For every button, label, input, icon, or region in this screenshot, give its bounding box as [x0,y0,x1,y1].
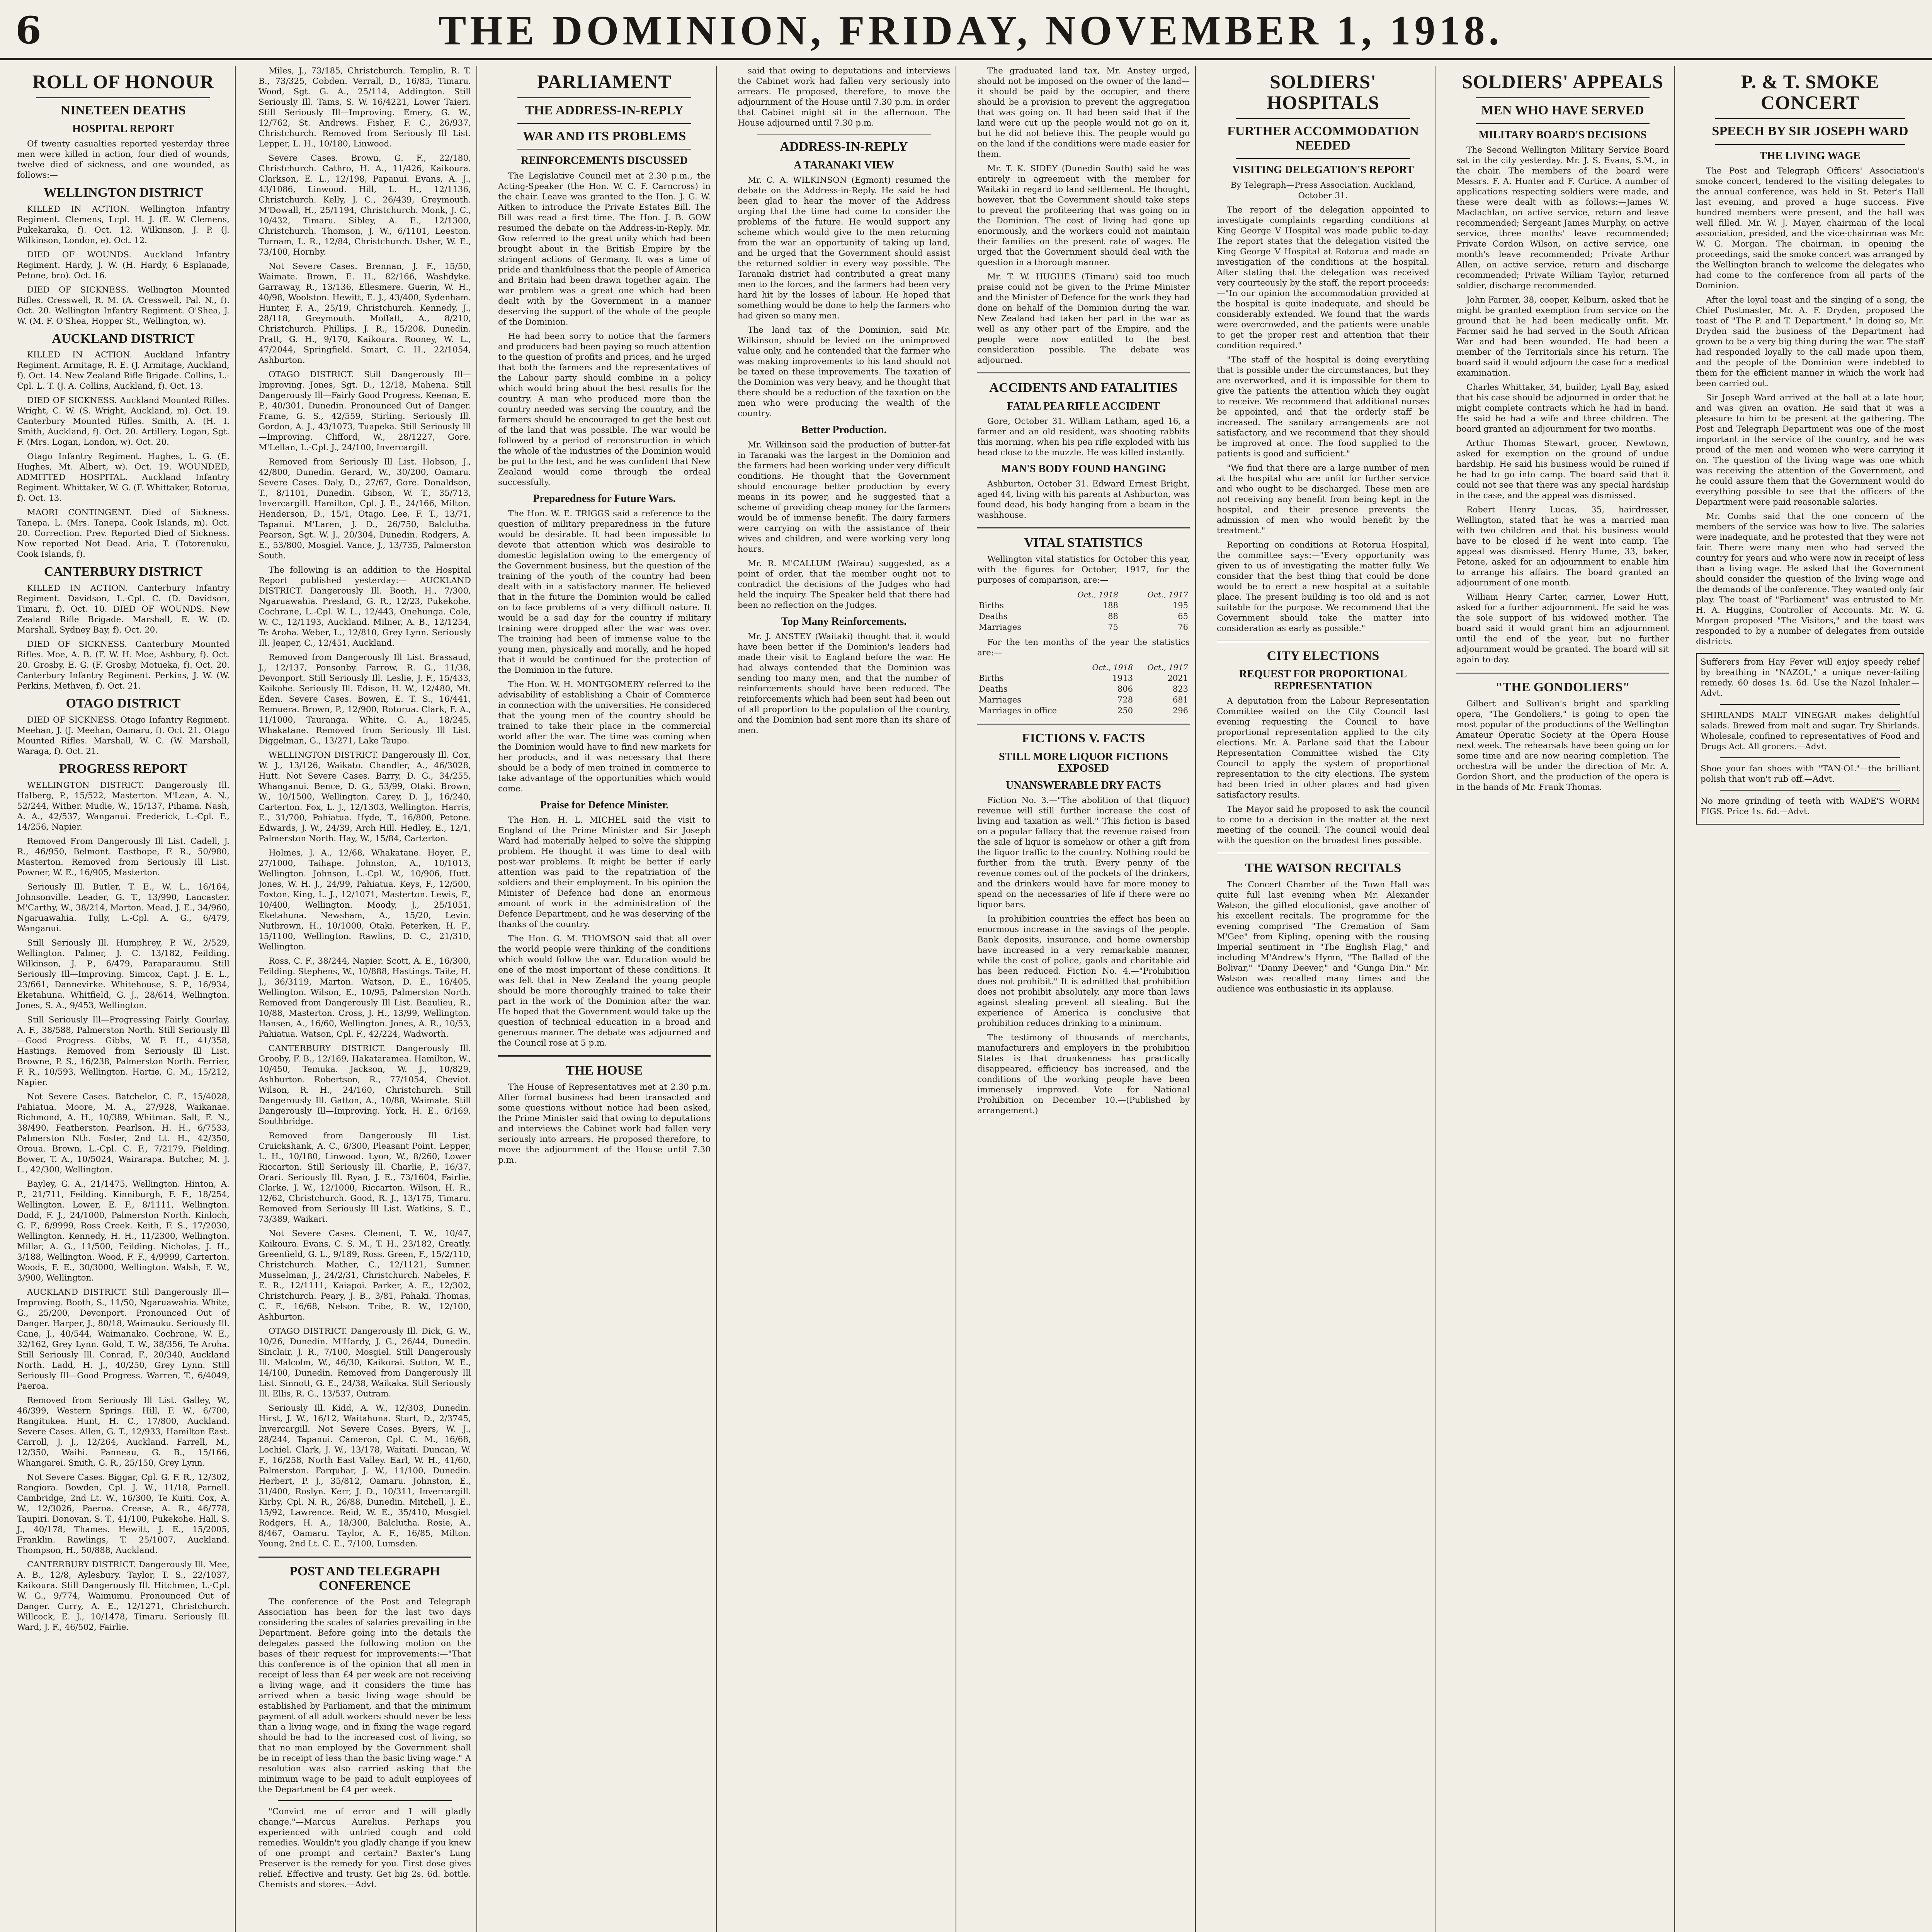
article-body: Mr. J. ANSTEY (Waitaki) thought that it would have been better if the Dominion's leaders had made their visit to England before the war. He had always contended that the Dominion was sending too many men, and that the number of reinforcements should have been reduced. The reinforcements which had been sent had been out of all proportion to the population of the country, and the Dominion had sent more than its share of men. [738,632,950,736]
article-body: In prohibition countries the effect has been an enormous increase in the savings of the people. Bank deposits, insurance, and home ownership have increased in a very remarkable manner, while the cost of police, gaols and charitable aid has been reduced. Fiction No. 4.—"Prohibition does not prohibit." It is admitted that prohibition does not prohibit absolutely, any more than laws against stealing prevent all stealing. But the experience of America is conclusive that prohibition reduces drinking to a minimum. [977,914,1190,1029]
article-body: Sir Joseph Ward arrived at the hall at a late hour, and was given an ovation. He said that it was a pleasure to him to be present at the gathering. The Post and Telegraph Department was one of the most important in the service of the country, and he was proud of the men and women who were carrying it on. The question of the living wage was one which was receiving the attention of the Government, and he could assure them that the Government would do everything possible to see that the officers of the Department were paid reasonable salaries. [1696,393,1924,507]
article-body: The testimony of thousands of merchants, manufacturers and employers in the prohibition States is that drunkenness has practically disappeared, efficiency has increased, and the conditions of the working people have been immensely improved. Vote for National Prohibition on December 10.—(Published by arrangement.) [977,1033,1190,1116]
column-address-in-reply [732,66,956,1932]
table-cell: 65 [1178,611,1188,621]
progress-list: The following is an addition to the Hospital Report published yesterday:— AUCKLAND DISTRICT. Dangerously Ill. Booth, H., 7/300, Ngaruawahia. Presland, G. R., 12/23, Pukekohe. Cochrane, L.-Cpl. W. L., 12/443, Onehunga. Cole, W. C., 12/1193, Auckland. Milner, A. B., 12/1254, Te Aroha. Weber, L., 12/810, Grey Lynn. Seriously Ill. Jeaper, C., 12/451, Auckland. [259,565,471,648]
subhead-proportional: REQUEST FOR PROPORTIONAL REPRESENTATION [1239,668,1407,692]
column-roll-of-honour [12,66,236,1932]
dateline: By Telegraph—Press Association. Auckland, October 31. [1230,180,1416,201]
subhead-board-decisions: MILITARY BOARD'S DECISIONS [1478,129,1647,141]
progress-list: Severe Cases. Brown, G. F., 22/180, Christchurch. Cathro, H. A., 11/426, Kaikoura. Clarkson, E. L., 12/198, Papanui. Evans, A. J., 43/1086, Linwood. Hill, L. H., 12/1136, Christchurch. Kelly, J. C., 26/439, Greymouth. M'Dowall, H., 25/1194, Christchurch. Monk, J. C., 10/432, Timaru. Sibley, A. E., 12/1300, Christchurch. Thomson, J. W., 6/1101, Leeston. Turnam, L. R., 12/84, Christchurch. Usher, W. E., 73/100, Hornby. [259,153,471,257]
table-cell: 681 [1172,695,1188,704]
progress-report-heading: PROGRESS REPORT [59,761,188,776]
article-body: "We find that there are a large number of men at the hospital who are unfit for further service and who ought to be discharged. These men are not receiving any benefit from being kept in the hospital, and their presence prevents the admission of men who would benefit by the treatment." [1217,463,1429,536]
table-cell: 250 [1117,706,1133,715]
casualty-list: DIED OF SICKNESS. Canterbury Mounted Rifles. Moe, A. B. (F. W. H. Moe, Ashbury, f). Oct. 20. Grosby, E. G. (F. Grosby, Motueka, f). Oct. 20. Canterbury Infantry Regiment. Perkins, J. W. (W. Perkins, Methven, f). Oct. 21. [17,639,230,691]
headline-soldiers-hospitals: SOLDIERS' HOSPITALS [1267,71,1379,113]
column-header: Oct., 1918 [1092,662,1133,672]
article-body: The Hon. G. M. THOMSON said that all over the world people were thinking of the conditions which would follow the war. Education would be one of the most important of these conditions. It was felt that in New Zealand the young people should be more thoroughly trained to take their part in the work of the Dominion after the war. He hoped that the Government would take up the question of technical education in a broad and generous manner. The debate was adjourned and the Council rose at 5 p.m. [498,934,711,1048]
progress-list: Removed From Dangerously Ill List. Cadell, J. R., 46/950, Belmont. Eastbope, F. R., 50/980, Masterton. Removed from Seriously Ill List. Powner, W. E., 16/905, Masterton. [17,836,230,878]
advertisement: No more grinding of teeth with WADE'S WORM FIGS. Price 1s. 6d.—Advt. [1701,796,1920,816]
article-body: The conference of the Post and Telegraph Association has been for the last two days considering the scales of salaries prevailing in the Department. Before going into the details the delegates passed the following motion on the bases of their request for improvements:—"That this conference is of the opinion that all men in receipt of less than £4 per week are not receiving a living wage, and it considers the time has arrived when a basic living wage should be established by Parliament, and that the minimum payment of all adult workers should never be less than a living wage, and in fixing the wage regard should be had to the increased cost of living, so that no man employed by the Government shall be in receipt of less than the basic living wage." A resolution was also carried asking that the minimum wage to be paid to adult employees of the Department be £4 per week. [259,1597,471,1795]
article-body: Fiction No. 3.—"The abolition of that (liquor) revenue will still further increase the cost of living and taxation as well." This fiction is based on a popular fallacy that the revenue raised from the sale of liquor is somehow or other a gift from the liquor traffic to the country. Nothing could be further from the truth. Every penny of the revenue comes out of the pockets of the drinkers, and the drinkers would have far more money to spend on the necessaries of life if there were no liquor bars. [977,796,1190,910]
divider [977,527,1190,529]
article-body: A deputation from the Labour Representation Committee waited on the City Council last evening requesting the Council to have proportional representation applied to the city elections. Mr. A. Parlane said that the Labour Representation Committee wished the City Council to apply the system of proportional representation to the city elections. The system had been tried in other places and had given satisfactory results. [1217,696,1429,800]
headline-city-elections: CITY ELECTIONS [1267,648,1379,663]
divider [259,1556,471,1558]
article-body: Wellington vital statistics for October this year, with the figures for October, 1917, for the purposes of comparison, are:— [977,554,1190,585]
headline-gondoliers: "THE GONDOLIERS" [1495,680,1630,694]
headline-watson-recitals: THE WATSON RECITALS [1245,861,1401,875]
divider [498,1055,711,1057]
progress-list: CANTERBURY DISTRICT. Dangerously Ill. Mee, A. B., 12/8, Aylesbury. Taylor, T. S., 22/1037, Kaikoura. Still Dangerously Ill. Hitchmen, L.-Cpl. W. G., 9/774, Waimumu. Pronounced Out of Danger. Curry, A. E., 12/1271, Christchurch. Willcock, E. J., 10/1478, Timaru. Seriously Ill. Ward, J. F., 46/502, Fairlie. [17,1560,230,1632]
article-body: said that owing to deputations and interviews the Cabinet work had fallen very seriously into arrears. He proposed, therefore, to move the adjournment of the House until 7.30 p.m. in order that Cabinet might sit in the afternoon. The House adjourned until 7.30 p.m. [738,66,950,128]
progress-list: Bayley, G. A., 21/1475, Wellington. Hinton, A. P., 21/711, Feilding. Kinniburgh, F. F., 18/254, Wellington. Lower, E. F., 8/1111, Wellington. Dodd, F. J., 24/1000, Palmerston North. Kinloch, G. F., 6/9999, Ross Creek. Keith, F. S., 17/2030, Wellington. Kennedy, H. H., 11/2300, Wellington. Millar, A. G., 11/500, Feilding. Nicholas, J. H., 3/188, Wellington. Wood, F. F., 4/9999, Carterton. Woods, F. E., 30/3000, Wellington. Walsh, F. W., 3/900, Wellington. [17,1179,230,1283]
progress-list: Ross, C. F., 38/244, Napier. Scott, A. E., 16/300, Feilding. Stephens, W., 10/888, Hastings. Taite, H. J., 36/3119, Marton. Watson, D. E., 16/405, Wellington. Wilson, E., 10/95, Palmerston North. Removed from Dangerously Ill List. Beaulieu, R., 10/88, Masterton. Cross, J. H., 13/99, Wellington. Hansen, A., 16/60, Wellington. Jones, A. R., 10/53, Pahiatua. Watson, Cpl. F., 42/224, Wadworth. [259,956,471,1039]
column-accidents-statistics [972,66,1196,1932]
masthead [0,0,1932,60]
table-cell: 728 [1117,695,1133,704]
article-body: John Farmer, 38, cooper, Kelburn, asked that he might be granted exemption from service on the ground that he had been medically unfit. Mr. Farmer said he had served in the South African War and had been wounded. He had been a member of the Territorials since his return. The board said it would adjourn the case for a medical examination. [1456,295,1669,378]
article-body: Gore, October 31. William Latham, aged 16, a farmer and an old resident, was shooting rabbits this morning, when his pea rifle exploded with his head close to the muzzle. He was killed instantly. [977,416,1190,457]
progress-list: Seriously Ill. Kidd, A. W., 12/303, Dunedin. Hirst, J. W., 16/12, Waitahuna. Sturt, D., 2/3745, Invercargill. Not Severe Cases. Byers, W. J., 28/244, Tapanui. Cameron, Cpl. C. M., 16/68, Lochiel. Clark, J. W., 13/178, Waitati. Duncan, W. F., 16/258, North East Valley. Earl, W. H., 41/60, Palmerston. Farquhar, J. W., 11/100, Dunedin. Herbert, P. J., 35/812, Oamaru. Johnston, E., 31/400, Roslyn. Kerr, J. D., 10/311, Invercargill. Kirby, Cpl. N. R., 26/88, Dunedin. Mitchell, J. E., 15/92, Lawrence. Reid, W. E., 35/410, Mosgiel. Rodgers, H. A., 18/300, Balclutha. Rosie, A., 8/467, Oamaru. Taylor, A. F., 16/85, Milton. Young, 2nd Lt. C. E., 7/100, Lumsden. [259,1403,471,1549]
headline-fictions-facts: FICTIONS V. FACTS [1022,731,1145,745]
table-row [977,705,1190,716]
table-cell: 2021 [1167,673,1188,683]
article-body: The land tax of the Dominion, said Mr. Wilkinson, should be levied on the unimproved value only, and he contended that the farmer who was making improvements to his land should not be taxed on these improvements. The taxation of the Dominion was very heavy, and he thought that there should be a reduction of the taxation on the men who were producing the wealth of the country. [738,325,950,418]
progress-list: Not Severe Cases. Biggar, Cpl. G. F. R., 12/302, Rangiora. Bowden, Cpl. J. W., 11/18, Parnell. Cambridge, 2nd Lt. W., 16/300, Te Kuiti. Cox, A. W., 12/3026, Paeroa. Crease, A. R., 46/778, Taupiri. Donovan, S. T., 41/100, Pukekohe. Hall, S. J., 40/178, Thames. Hewitt, J. E., 15/2005, Franklin. Rawlings, T. 25/1007, Auckland. Thompson, H., 50/888, Auckland. [17,1472,230,1555]
article-body: The Second Wellington Military Service Board sat in the city yesterday. Mr. J. S. Evans, S.M., in the chair. The members of the board were Messrs. F. A. Hunter and F. Curtice. A number of applications respecting soldiers were made, and these were dealt with as follows:—James W. Maclachlan, on active service, return and leave recommended; Sergeant James Murphy, on active service, three months' leave recommended; Private Cordon Wilson, on active service, one month's leave recommended; Private Arthur Allen, on active service, return and discharge recommended; Private William Taylor, returned soldier, discharge recommended. [1456,145,1669,291]
divider [1720,790,1900,791]
article-body: After the loyal toast and the singing of a song, the Chief Postmaster, Mr. A. F. Dryden, proposed the toast of "The P. and T. Department." In doing so, Mr. Dryden said the business of the Department had grown to be a very big thing during the war. The staff had responded loyally to the call made upon them, and the people of the Dominion were indebted to them for the efficient manner in which the work had been carried out. [1696,295,1924,388]
headline-parliament: PARLIAMENT [537,71,672,92]
section-heading: Preparedness for Future Wars. [533,492,676,505]
subhead-body-found: MAN'S BODY FOUND HANGING [1001,463,1166,475]
row-label: Marriages [979,622,1021,632]
divider [517,97,691,98]
casualty-list: KILLED IN ACTION. Canterbury Infantry Regiment. Davidson, L.-Cpl. C. (D. Davidson, Timaru, f). Oct. 10. DIED OF WOUNDS. New Zealand Rifle Brigade. Marshall, E. W. (D. Marshall, Sydney Bay, f). Oct. 20. [17,583,230,635]
progress-list: Removed from Dangerously Ill List. Brassaud, J., 12/137, Ponsonby. Farrow, R. G., 11/38, Devonport. Still Seriously Ill. Leslie, J. F., 15/433, Kaikohe. Seriously Ill. Edison, H. W., 12/480, Mt. Eden. Severe Cases. Bowen, E. T. S., 16/441, Remuera. Brown, P., 12/900, Rotorua. Clark, F. A., 11/1000, Tauranga. White, G. A., 18/245, Whakatane. Removed from Seriously Ill List. Diggelman, G., 13/271, Lake Taupo. [259,653,471,746]
headline-address-in-reply: ADDRESS-IN-REPLY [780,139,908,154]
page-number: 6 [15,9,41,52]
progress-list: OTAGO DISTRICT. Dangerously Ill. Dick, G. W., 10/26, Dunedin. M'Hardy, J. G., 26/44, Dunedin. Sinclair, J. R., 7/100, Mosgiel. Still Dangerously Ill. Malcolm, W., 46/30, Kaikorai. Sutton, W. E., 14/100, Dunedin. Removed from Dangerously Ill List. Sinnott, G. E., 24/38, Waikaka. Still Seriously Ill. Ellis, R. G., 13/537, Outram. [259,1327,471,1399]
casualty-list: KILLED IN ACTION. Auckland Infantry Regiment. Armitage, R. E. (J. Armitage, Auckland, f). Oct. 14. New Zealand Rifle Brigade. Collins, L.-Cpl. L. T. (J. A. Collins, Auckland, f). Oct. 13. [17,350,230,391]
table-cell: 88 [1108,611,1118,621]
progress-list: WELLINGTON DISTRICT. Dangerously Ill. Halberg, P., 15/522, Masterton. M'Lean, A. N., 52/244, Wither. Mudie, W., 15/137, Pihama. Nash, A. A., 42/537, Wanganui. Frederick, L.-Cpl. F., 14/256, Napier. [17,780,230,832]
table-cell: 188 [1102,600,1118,610]
table-cell: 195 [1172,600,1188,610]
article-body: Mr. C. A. WILKINSON (Egmont) resumed the debate on the Address-in-Reply. He said he had been glad to hear the mover of the Address urging that the time had come to consider the problems of the future. He would support any scheme which would give to the men returning from the war an opportunity of taking up land, and he urged that the Government should assist the returned soldier in every way possible. The Taranaki district had contributed a great many men to the forces, and the farmers had been very hard hit by the losses of labour. He hoped that something would be done to help the farmers who had given so many men. [738,175,950,321]
divider [1715,118,1905,119]
progress-list: Not Severe Cases. Brennan, J. F., 15/50, Waimate. Brown, E. H., 82/166, Washdyke. Garraway, R., 13/136, Ellesmere. Guerin, W. H., 40/98, Woolston. Hewitt, E. J., 43/400, Sydenham. Hunter, F. A., 25/19, Christchurch. Kennedy, J., 28/118, Greymouth. Moffatt, A., 8/210, Christchurch. Phillips, J. R., 15/208, Dunedin. Pratt, G. H., 9/170, Kaikoura. Rooney, W. L., 47/2044, Springfield. Smart, C. H., 22/1054, Ashburton. [259,262,471,365]
progress-list: OTAGO DISTRICT. Still Dangerously Ill—Improving. Jones, Sgt. D., 12/18, Mahena. Still Dangerously Ill—Fairly Good Progress. Keenan, E. P., 40/301, Dunedin. Pronounced Out of Danger. Frame, G. S., 42/559, Stirling. Seriously Ill. Gordon, A. J., 43/1073, Tuapeka. Still Seriously Ill—Improving. Clifford, W., 28/1227, Gore. M'Lellan, L.-Cpl. J., 24/100, Invercargill. [259,370,471,452]
advertisement: SHIRLANDS MALT VINEGAR makes delightful salads. Brewed from malt and sugar. Try Shirlands. Wholesale, confined to representatives of Food and Drugs Act. All grocers.—Advt. [1701,710,1920,752]
divider [977,372,1190,374]
article-body: The graduated land tax, Mr. Anstey urged, should not be imposed on the owner of the land—it should be paid by the occupier, and there should be a provision to prevent the aggregation that was going on. It had been said that if the land were cut up the people would not go on it, but he did not believe this. The people would go on the land if the conditions were made easier for them. [977,66,1190,159]
table-cell: 823 [1172,684,1188,694]
columns [12,66,1930,1932]
subhead-accommodation: FURTHER ACCOMMODATION NEEDED [1227,124,1419,153]
advertisement-box [1696,653,1924,825]
headline-the-house: THE HOUSE [566,1063,643,1078]
district-heading: WELLINGTON DISTRICT [43,185,203,200]
advertisement: Shoe your fan shoes with "TAN-OL"—the brilliant polish that won't rub off.—Advt. [1701,764,1920,784]
row-label: Births [979,673,1004,683]
progress-list: CANTERBURY DISTRICT. Dangerously Ill. Grooby, F. B., 12/169, Hakataramea. Hamilton, W., 10/450, Temuka. Jackson, W. J., 10/829, Ashburton. Robertson, R., 77/1054, Cheviot. Wilson, R. H., 24/160, Christchurch. Still Dangerously Ill. Gatton, A., 10/88, Waimate. Still Dangerously Ill—Improving. York, H. E., 6/169, Southbridge. [259,1044,471,1126]
column-soldiers-hospitals [1211,66,1435,1932]
column-soldiers-appeals [1451,66,1675,1932]
district-heading: AUCKLAND DISTRICT [52,331,195,346]
headline-post-telegraph: POST AND TELEGRAPH CONFERENCE [289,1564,440,1593]
progress-list: Removed from Seriously Ill List. Galley, W., 46/399, Western Springs. Hill, F. W., 6/700, Rangitukea. Hunt, H. C., 17/800, Auckland. Severe Cases. Allen, G. T., 12/933, Hamilton East. Carroll, J. J., 12/264, Auckland. Farrell, M., 12/350, Waihi. Panneau, G. B., 15/166, Whangarei. Smith, G. R., 25/150, Grey Lynn. [17,1395,230,1468]
subhead-sir-joseph-ward: SPEECH BY SIR JOSEPH WARD [1712,124,1908,138]
casualty-list: DIED OF WOUNDS. Auckland Infantry Regiment. Hardy, J. W. (H. Hardy, 6 Esplanade, Petone, bro). Oct. 16. [17,250,230,281]
subhead-nineteen-deaths: NINETEEN DEATHS [61,103,186,117]
divider [517,149,691,150]
progress-list: Still Seriously Ill. Humphrey, P. W., 2/529, Wellington. Palmer, J. C. 13/182, Feilding. Wilkinson, J. P., 6/479, Paraparaumu. Still Seriously Ill—Improving. Simcox, Capt. J. E. L., 23/661, Dannevirke. Whitehouse, S. P., 16/934, Eketahuna. Whitfield, G. J., 28/614, Wellington. Jones, S. A., 9/453, Wellington. [17,938,230,1010]
divider [1236,158,1410,159]
progress-list: AUCKLAND DISTRICT. Still Dangerously Ill—Improving. Booth, S., 11/50, Ngaruawahia. White, G., 25/200, Devonport. Pronounced Out of Danger. Harper, J., 80/18, Waimauku. Seriously Ill. Cane, J., 40/544, Waimanako. Cochrane, W. E., 32/162, Grey Lynn. Gold, T. W., 38/356, Te Aroha. Still Seriously Ill. Conrad, F., 20/340, Auckland North. Ladd, H. J., 40/250, Grey Lynn. Still Seriously Ill—Good Progress. Warren, T., 6/4049, Paeroa. [17,1287,230,1391]
subhead-address-in-reply: THE ADDRESS-IN-REPLY [525,103,684,117]
subhead-taranaki-view: A TARANAKI VIEW [794,159,894,171]
article-body: Mr. T. K. SIDEY (Dunedin South) said he was entirely in agreement with the member for Waitaki in regard to land settlement. He thought, however, that the Government should take steps to prevent the profiteering that was going on in the Dominion. The cost of living had gone up enormously, and the workers could not maintain their families on the present rate of wages. He urged that the Government should deal with the question in a thorough manner. [977,164,1190,267]
section-heading: Better Production. [801,423,887,436]
article-body: Mr. Combs said that the one concern of the members of the service was how to live. The salaries were inadequate, and he protested that they were not fair. There were many men who had served the country for years and who were now in receipt of less than a living wage. He asked that the Government should consider the question of the living wage and the demands of the conference. They wanted only fair play. The toast of "Parliament" was entrusted to Mr. H. A. Huggins, Controller of Accounts. Mr. W. G. Morgan proposed "The Visitors," and the toast was responded to by a number of delegates from outside districts. [1696,511,1924,646]
column-header: Oct., 1917 [1147,662,1188,672]
progress-list: Holmes, J. A., 12/68, Whakatane. Hoyer, F., 27/1000, Taihape. Johnston, A., 10/1013, Wellington. Johnson, L.-Cpl. W., 10/906, Hutt. Jones, W. H. J., 24/99, Pahiatua. Keys, F., 12/500, Foxton. King, L. J., 12/1071, Masterton. Lewis, F., 10/400, Wellington. Moody, J., 25/1051, Eketahuna. Newsham, A., 15/20, Levin. Nutbrown, H., 10/1000, Otaki. Peterken, H. F., 15/1100, Wellington. Rawlins, D. C., 21/310, Wellington. [259,848,471,952]
article-body: Mr. T. W. HUGHES (Timaru) said too much praise could not be given to the Prime Minister and the Minister of Defence for the work they had done on behalf of the Dominion during the war. New Zealand had taken her part in the war as well as any other part of the Empire, and the people were now entitled to the best consideration possible. The debate was adjourned. [977,272,1190,365]
table-cell: 296 [1172,706,1188,715]
headline-smoke-concert: P. & T. SMOKE CONCERT [1741,71,1879,113]
row-label: Deaths [979,611,1008,621]
casualty-list: Otago Infantry Regiment. Hughes, L. G. (E. Hughes, Mt. Albert, w). Oct. 19. WOUNDED, ADMITTED HOSPITAL. Auckland Infantry Regiment. Whittaker, W. G. (F. Whittaker, Rotorua, f). Oct. 13. [17,452,230,503]
column-header: Oct., 1918 [1077,590,1118,599]
divider [1217,853,1429,854]
article-body: The Post and Telegraph Officers' Association's smoke concert, tendered to the visiting delegates to the annual conference, was held in St. Peter's Hall last evening, and proved a huge success. Five hundred members were present, and the hall was well filled. Mr. W. J. Mayer, chairman of the local association, presided, and the vice-chairman was Mr. W. G. Morgan. The chairman, in opening the proceedings, said the smoke concert was arranged by the Wellington branch to welcome the delegates who had come to the conference from all parts of the Dominion. [1696,166,1924,291]
table-row [977,684,1190,694]
divider [1720,704,1900,705]
article-body: For the ten months of the year the statistics are:— [977,637,1190,658]
statistics-table-october [977,589,1190,633]
advertisement: "Convict me of error and I will gladly change."—Marcus Aurelius. Perhaps you experienced with untried cough and cold remedies. Wouldn't you gladly change if you knew of one prompt and certain? Baxter's Lung Preserver is the remedy for you. First dose gives relief. Effective and trusty. Get big 2s. 6d. bottle. Chemists and stores.—Advt. [259,1807,471,1890]
article-body: The Hon. H. L. MICHEL said the visit to England of the Prime Minister and Sir Joseph Ward had materially helped to solve the shipping problem. He thought it was time to deal with post-war problems. It might be better if early attention was paid to the repatriation of the soldiers and their employment. In his opinion the Minister of Defence had done an enormous amount of work in the administration of the Defence Department, and he was deserving of the thanks of the country. [498,815,711,930]
article-body: Charles Whittaker, 34, builder, Lyall Bay, asked that his case should be adjourned in order that he might complete contracts which he had in hand. He said he had a wife and three children. The board granted an adjournment for two months. [1456,382,1669,434]
column-header: Oct., 1917 [1147,590,1188,599]
table-row [977,611,1190,622]
row-label: Marriages [979,695,1021,704]
article-body: The Concert Chamber of the Town Hall was quite full last evening when Mr. Alexander Watson, the gifted elocutionist, gave another of his excellent recitals. The programme for the evening comprised "The Cremation of Sam M'Gee" from Kipling, opening with the rousing Imperial sentiment in "The English Flag," and including M'Andrew's Hymn, "The Ballad of the Bolivar," "Danny Deever," and "Gunga Din." Mr. Watson was recalled many times and the audience was enthusiastic in its applause. [1217,879,1429,994]
article-body: Arthur Thomas Stewart, grocer, Newtown, asked for exemption on the ground of undue hardship. He said his business would be ruined if he had to go into camp. The board said that it could not see that there was any special hardship in the case, and the appeal was dismissed. [1456,438,1669,500]
subhead-liquor-fictions: STILL MORE LIQUOR FICTIONS EXPOSED [999,750,1168,774]
article-body: "The staff of the hospital is doing everything that is possible under the circumstances, but they are overworked, and it is impossible for them to give the patients the attention which they ought to receive. We recommend that additional nurses be appointed, and that the orderly staff be increased. The sanitary arrangements are not satisfactory, and we recommend that they should be improved at once. The food supplied to the patients is good and sufficient." [1217,355,1429,459]
progress-list: WELLINGTON DISTRICT. Dangerously Ill. Cox, W. J., 13/126, Waikato. Chandler, A., 46/3028, Hutt. Not Severe Cases. Barry, D. G., 34/255, Whanganui. Bence, D. G., 53/99, Otaki. Brown, W., 10/1500, Wellington. Carey, D. J., 16/240, Carterton. Fox, L. J., 12/1303, Wellington. Harris, E., 31/700, Pahiatua. Hyde, T., 16/800, Petone. Edwards, J. W., 24/39, Arch Hill. Hedley, E., 12/1, Palmerston North. Hay, W., 15/84, Carterton. [259,750,471,844]
casualty-list: DIED OF SICKNESS. Otago Infantry Regiment. Meehan, J. (J. Meehan, Oamaru, f). Oct. 21. Otago Mounted Rifles. Marshall, W. C. (W. Marshall, Waraga, f). Oct. 21. [17,715,230,756]
subhead-war-problems: WAR AND ITS PROBLEMS [522,129,686,143]
casualty-list: DIED OF SICKNESS. Auckland Mounted Rifles. Wright, C. W. (S. Wright, Auckland, m). Oct. 19. Canterbury Mounted Rifles. Smith, A. (H. I. Smith, Auckland, f). Oct. 20. Artillery. Logan, Sgt. F. (Mrs. Logan, London, w). Oct. 20. [17,396,230,447]
subhead-reinforcements: REINFORCEMENTS DISCUSSED [521,155,688,167]
table-cell: 75 [1108,622,1118,632]
section-heading: Praise for Defence Minister. [540,799,669,811]
progress-list: Seriously Ill. Butler, T. E., W. L., 16/164, Johnsonville. Leader, G. T., 13/990, Lancaster. M'Carthy, W., 38/214, Marton. Mead, J. E., 34/960, Ngaruawahia. Tully, L.-Cpl. A. G., 6/479, Wanganui. [17,882,230,934]
progress-list: Still Seriously Ill—Progressing Fairly. Gourlay, A. F., 38/588, Palmerston North. Still Seriously Ill—Good Progress. Gibbs, W. F. H., 41/358, Hastings. Removed from Seriously Ill List. Browne, P. S., 16/238, Palmerston North. Ferrier, F. R., 10/593, Wellington. Hartie, G. M., 15/212, Napier. [17,1015,230,1087]
progress-list: Not Severe Cases. Clement, T. W., 10/47, Kaikoura. Evans, C. S. M., T. H., 23/182, Greatly. Greenfield, G. L., 9/189, Ross. Green, F., 15/2/110, Christchurch. Mather, C., 12/1121, Sumner. Musselman, J., 24/2/31, Christchurch. Nabeles, F. E. R., 12/1111, Kaiapoi. Parker, A. E., 12/302, Christchurch. Peary, J. B., 3/81, Pahaki. Thomas, C. F., 16/68, Nelson. Tribe, R. W., 12/100, Ashburton. [259,1229,471,1322]
subhead-hospital-report: HOSPITAL REPORT [72,122,174,135]
progress-list: Removed from Dangerously Ill List. Cruickshank, A. C., 6/300, Pleasant Point. Lepper, L. H., 10/180, Linwood. Lyon, W., 8/260, Lower Riccarton. Still Seriously Ill. Charlie, P., 16/37, Orari. Seriously Ill. Ryan, J. E., 73/1604, Fairlie. Clarke, J. W., 12/1000, Riccarton. Wilson, H. R., 12/62, Christchurch. Good, R. J., 13/175, Timaru. Removed from Seriously Ill List. Watkins, S. E., 73/389, Waikari. [259,1131,471,1224]
table-cell: 1913 [1112,673,1133,683]
column-parliament [493,66,717,1932]
article-body: Mr. R. M'CALLUM (Wairau) suggested, as a point of order, that the member ought not to contradict the decisions of the Judges who had held the inquiry. The Speaker held that there had been no reflection on the Judges. [738,559,950,611]
divider [977,723,1190,724]
divider [1476,97,1650,98]
divider [36,97,210,98]
casualty-list: MAORI CONTINGENT. Died of Sickness. Tanepa, L. (Mrs. Tanepa, Cook Islands, m). Oct. 20. Correction. Prev. Reported Died of Sickness. Now reported Not Dead. Aria, T. (Totorenuku, Cook Islands, f). [17,508,230,560]
divider [517,123,691,124]
headline-vital-statistics: VITAL STATISTICS [1024,536,1143,550]
article-body: The report of the delegation appointed to investigate complaints regarding conditions at King George V Hospital was made public to-day. The report states that the delegation visited the King George V Hospital at Rotorua and made an investigation of the conditions at the hospital. After stating that the delegation was received very courteously by the staff, the report proceeds:—"In our opinion the accommodation provided at the hospital is quite inadequate, and should be considerably extended. We found that the wards were overcrowded, and the patients were unable to get the proper rest and attention that their condition required." [1217,205,1429,350]
subhead-rifle-accident: FATAL PEA RIFLE ACCIDENT [1007,400,1160,412]
subhead-living-wage: THE LIVING WAGE [1760,150,1861,162]
article-intro: Of twenty casualties reported yesterday three men were killed in action, four died of wounds, twelve died of sickness, and one wounded, as follows:— [17,139,230,180]
subhead-delegation-report: VISITING DELEGATION'S REPORT [1232,164,1414,176]
divider [278,1800,452,1801]
casualty-list: DIED OF SICKNESS. Wellington Mounted Rifles. Cresswell, R. M. (A. Cresswell, Pal. N., f). Oct. 20. Wellington Infantry Regiment. O'Shea, J. W. (M. F. O'Shea, Hopper St., Wellington, w). [17,285,230,326]
table-cell: 76 [1178,622,1188,632]
row-label: Deaths [979,684,1008,694]
article-body: He had been sorry to notice that the farmers and producers had been paying so much attention to the question of profits and prices, and he urged that both the farmers and the representatives of the Labour party should combine in a policy which would bring about the best results for the country. A man who produced more than the country needed was serving the country, and the farmers should be encouraged to get the best out of the land that was possible. The war would be followed by a period of reconstruction in which the whole of the industries of the Dominion would be put to the test, and he was confident that New Zealand would come through the ordeal successfully. [498,331,711,487]
progress-list: Miles, J., 73/185, Christchurch. Templin, R. T. B., 73/325, Cobden. Verrall, D., 16/85, Timaru. Wood, Sgt. G. A., 25/114, Addington. Still Seriously Ill. Tams, S. W. 16/4221, Lower Taieri. Still Seriously Ill—Improving. Emery, G. W., 12/762, St. Andrews. Fisher, F. C., 26/937, Christchurch. Removed from Seriously Ill List. Lepper, L. H., 10/180, Linwood. [259,66,471,149]
divider [1720,757,1900,758]
table-row [977,622,1190,633]
article-body: Robert Henry Lucas, 35, hairdresser, Wellington, stated that he was a married man with two children and that his business would have to be closed if he went into camp. The appeal was dismissed. Henry Hume, 33, baker, Petone, asked for an adjournment to enable him to arrange his affairs. The board granted an adjournment of one month. [1456,505,1669,588]
article-body: The House of Representatives met at 2.30 p.m. After formal business had been transacted and some questions without notice had been asked, the Prime Minister said that owing to deputations and interviews the Cabinet work had fallen very seriously into arrears. He proposed therefore, to move the adjournment of the House until 7.30 p.m. [498,1082,711,1165]
headline-soldiers-appeals: SOLDIERS' APPEALS [1462,71,1663,92]
article-body: Ashburton, October 31. Edward Ernest Bright, aged 44, living with his parents at Ashburton, was found dead, his body hanging from a beam in the washhouse. [977,479,1190,520]
table-row [977,600,1190,611]
subhead-men-served: MEN WHO HAVE SERVED [1481,103,1644,117]
subhead-dry-facts: UNANSWERABLE DRY FACTS [1006,779,1161,792]
advertisement: Sufferers from Hay Fever will enjoy speedy relief by breathing in "NAZOL," a unique never-failing remedy. 60 doses 1s. 6d. Use the Nazol Inhaler.—Advt. [1701,657,1920,698]
district-heading: CANTERBURY DISTRICT [44,565,203,579]
article-body: Gilbert and Sullivan's bright and sparkling opera, "The Gondoliers," is going to open the most popular of the productions of the Wellington Amateur Operatic Society at the Opera House next week. The rehearsals have been going on for some time and are now nearing completion. The orchestra will be under the direction of Mr. A. Gordon Short, and the production of the opera is in the hands of Mr. Frank Thomas. [1456,699,1669,792]
headline-roll-of-honour: ROLL OF HONOUR [32,71,214,92]
headline-accidents: ACCIDENTS AND FATALITIES [989,381,1178,395]
column-smoke-concert [1690,66,1930,1932]
divider [1715,144,1905,145]
casualty-list: KILLED IN ACTION. Wellington Infantry Regiment. Clemens, Lcpl. H. J. (E. W. Clemens, Pukekaraka, f). Oct. 12. Wilkinson, J. P. (J. Wilkinson, London, e). Oct. 12. [17,204,230,245]
article-body: The Mayor said he proposed to ask the council to come to a decision in the matter at the next meeting of the council. The council would deal with the question on the broadest lines possible. [1217,804,1429,845]
article-body: The Hon. W. E. TRIGGS said a reference to the question of military preparedness in the future would be desirable. It had been impossible to devote that attention which was desirable to domestic legislation owing to the emergency of the Government business, but the question of the training of the youth of the country had been dealt with in a satisfactory manner. He believed that in the future the Dominion would be called on to face problems of a very difficult nature. It would be a sad day for the country if military training were dropped after the war was over. The training had been of immense value to the young men, physically and morally, and he hoped that it would be continued for the protection of the Dominion in the future. [498,509,711,675]
article-body: Mr. Wilkinson said the production of butter-fat in Taranaki was the largest in the Dominion and the farmers had been working under very difficult conditions. He thought that the Government should encourage better production by every means in its power, and he suggested that a scheme of providing cheap money for the farmers would be of immense benefit. The dairy farmers were carrying on with the assistance of their wives and children, and were working very long hours. [738,440,950,554]
article-body: William Henry Carter, carrier, Lower Hutt, asked for a further adjournment. He said he was the sole support of his widowed mother. The board said it would grant him an adjournment until the end of the year, but no further adjournment would be granted. The board will sit again to-day. [1456,592,1669,665]
newspaper-title: THE DOMINION, FRIDAY, NOVEMBER 1, 1918. [438,8,1503,54]
divider [1456,672,1669,673]
section-heading: Top Many Reinforcements. [781,616,907,628]
column-hospital-continued [253,66,477,1932]
progress-list: Not Severe Cases. Batchelor, C. F., 15/4028, Pahiatua. Moore, M. A., 27/928, Waikanae. Richmond, A. H., 10/389, Whitman. Salt, F. N., 38/490, Featherston. Pearlson, H. H., 6/7533, Palmerston Nth. Foster, 2nd Lt. H., 42/350, Oroua. Brown, L.-Cpl. C. F., 7/2179, Fielding. Bower, T. A., 10/5024, Wairarapa. Butcher, M. J. L., 42/300, Wellington. [17,1092,230,1175]
statistics-table-ten-months [977,662,1190,716]
divider [1217,641,1429,642]
article-body: The Legislative Council met at 2.30 p.m., the Acting-Speaker (the Hon. W. C. F. Carncross) in the chair. Leave was granted to the Hon. J. G. W. Aitken to introduce the Private Estates Bill. The Bill was read a first time. The Hon. J. B. GOW resumed the debate on the Address-in-Reply. Mr. Gow referred to the great unity which had been brought about in the British Empire by the stringent actions of Germany. It was a time of pride and thankfulness that the people of America and Britain had been drawn together again. The war problem was a great one which had been dealt with by the Government in a manner deserving the support of the whole of the people of the Dominion. [498,171,711,327]
table-row [977,694,1190,705]
district-heading: OTAGO DISTRICT [66,696,181,711]
divider [1476,123,1650,124]
row-label: Marriages in office [979,706,1057,715]
row-label: Births [979,600,1004,610]
progress-list: Removed from Seriously Ill List. Hobson, J., 42/800, Dunedin. Gerard, W., 30/200, Oamaru. Severe Cases. Daly, D., 27/67, Gore. Donaldson, T., 8/1101, Dunedin. Gibson, W. T., 35/713, Invercargill. Hamilton, Cpl. J. E., 24/166, Milton. Henderson, D., 15/1, Otago. Lee, F. T., 13/71, Tapanui. M'Laren, J. D., 26/750, Balclutha. Pearson, Sgt. W. J., 20/304, Dunedin. Rodgers, A. E., 53/800, Mosgiel. Vance, J., 13/735, Palmerston South. [259,457,471,561]
table-cell: 806 [1117,684,1133,694]
table-row [977,673,1190,684]
article-body: Reporting on conditions at Rotorua Hospital, the committee says:—"Every opportunity was given to us of investigating the matter fully. We consider that the best thing that could be done would be to erect a new hospital at a suitable place. The present building is too old and is not suitable for the purpose. We recommend that the Government should take the matter into consideration as early as possible." [1217,540,1429,633]
article-body: The Hon. W. H. MONTGOMERY referred to the advisability of establishing a Chair of Commerce in connection with the universities. He considered that the young men of the country should be trained to take their place in the commercial world after the war. The time was coming when the Dominion would have to find new markets for her products, and it was necessary that there should be a body of men trained in commerce to take advantage of the opportunities which would come. [498,679,711,794]
divider [1236,118,1410,119]
